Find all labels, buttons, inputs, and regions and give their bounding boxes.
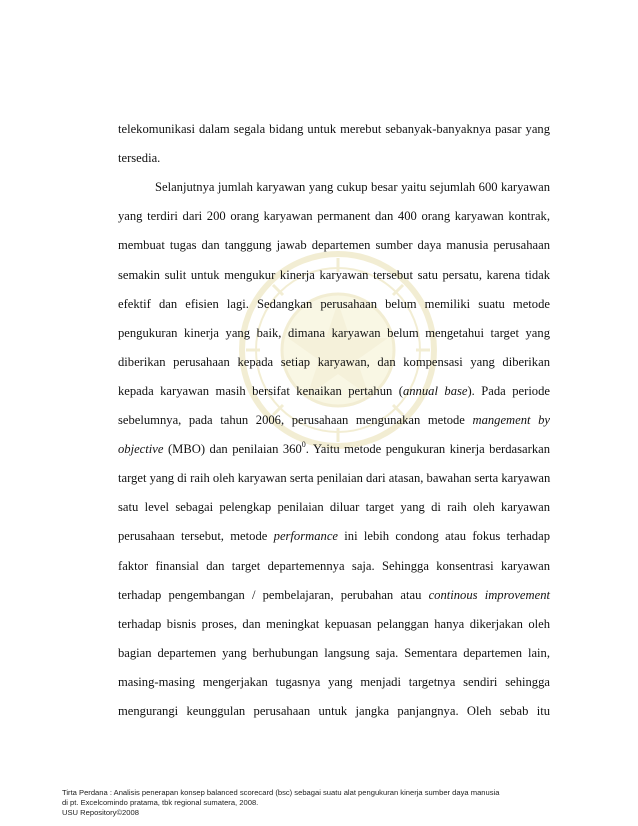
text-line: membuat tugas dan tanggung jawab departemen sumber daya manusia perusahaan: [118, 238, 550, 253]
text-line: [118, 383, 550, 399]
text-line: terhadap bisnis proses, dan meningkat kepuasan pelanggan hanya dikerjakan oleh: [118, 616, 550, 631]
text-segment: sebelumnya, pada tahun 2006, perusahaan mengunakan metode: [118, 413, 473, 427]
footer-line-3: USU Repository©2008: [62, 808, 139, 817]
italic-term: annual base: [402, 383, 468, 398]
text-line: tersedia.: [118, 151, 161, 166]
text-line: [118, 441, 550, 457]
superscript: 0: [301, 440, 306, 450]
italic-term: continous improvement: [428, 587, 550, 602]
text-segment: (MBO) dan penilaian 360: [163, 442, 302, 457]
italic-term: mangement by: [472, 413, 551, 427]
text-line: diberikan perusahaan kepada setiap karyawan, dan kompensasi yang diberikan: [118, 354, 550, 369]
text-line: target yang di raih oleh karyawan serta penilaian dari atasan, bawahan serta karyawan: [118, 471, 551, 486]
italic-term: objective: [118, 442, 164, 457]
footer-line-1: Tirta Perdana : Analisis penerapan konsep balanced scorecard (bsc) sebagai suatu alat pengukuran kinerja sumber daya manusia: [62, 788, 500, 797]
text-line: pengukuran kinerja yang baik, dimana karyawan belum mengetahui target yang: [118, 325, 550, 340]
text-line: [118, 528, 550, 544]
footer-citation: [62, 788, 582, 818]
text-segment: . Yaitu metode pengukuran kinerja berdasarkan: [305, 442, 551, 457]
text-line: masing-masing mengerjakan tugasnya yang menjadi targetnya sendiri sehingga: [118, 674, 550, 689]
text-line: Selanjutnya jumlah karyawan yang cukup besar yaitu sejumlah 600 karyawan: [155, 180, 550, 195]
text-line: [118, 587, 550, 603]
text-segment: ini lebih condong atau fokus terhadap: [338, 529, 550, 544]
footer-line-2: di pt. Excelcomindo pratama, tbk regional sumatera, 2008.: [62, 798, 259, 807]
text-line: telekomunikasi dalam segala bidang untuk merebut sebanyak-banyaknya pasar yang: [118, 122, 550, 136]
text-line: semakin sulit untuk mengukur kinerja karyawan tersebut satu persatu, karena tidak: [118, 267, 550, 282]
text-line: mengurangi keunggulan perusahaan untuk jangka panjangnya. Oleh sebab itu: [118, 704, 550, 718]
text-line: yang terdiri dari 200 orang karyawan permanent dan 400 orang karyawan kontrak,: [118, 209, 550, 224]
text-segment: perusahaan tersebut, metode: [118, 529, 274, 544]
text-segment: terhadap pengembangan / pembelajaran, perubahan atau: [118, 587, 429, 602]
text-line: faktor finansial dan target departemennya saja. Sehingga konsentrasi karyawan: [118, 558, 550, 573]
text-line: bagian departemen yang berhubungan langsung saja. Sementara departemen lain,: [118, 645, 550, 660]
text-line: efektif dan efisien lagi. Sedangkan perusahaan belum memiliki suatu metode: [118, 296, 550, 311]
italic-term: performance: [273, 529, 338, 544]
text-segment: ). Pada periode: [467, 383, 550, 398]
text-segment: kepada karyawan masih bersifat kenaikan pertahun (: [118, 383, 403, 398]
text-line: satu level sebagai pelengkap penilaian diluar target yang di raih oleh karyawan: [118, 500, 550, 515]
text-line: [118, 412, 550, 428]
